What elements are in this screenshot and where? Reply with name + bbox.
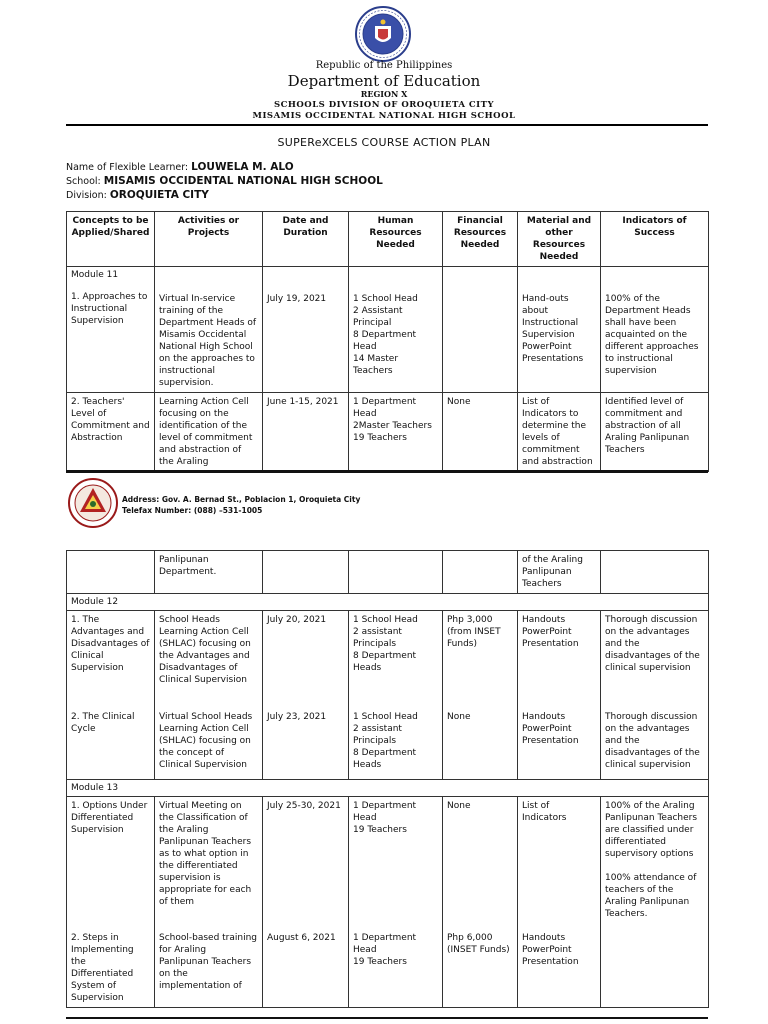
region-line: REGION X	[360, 89, 408, 99]
table-cell: July 20, 2021	[263, 611, 349, 708]
table-cell: School Heads Learning Action Cell (SHLAC) focusing on the Advantages and Disadvantages of Clinical Supervision	[155, 611, 263, 708]
table-cell: 1. Options Under Differentiated Supervision	[67, 797, 155, 929]
table-cell	[67, 551, 155, 594]
table-cell: None	[443, 393, 518, 472]
table-cell: 100% of the Araling Panlipunan Teachers are classified under differentiated supervisory options 100% attendance of teachers of the Araling Panlipunan Teachers.	[601, 797, 709, 929]
table-cell	[443, 267, 518, 393]
module-row	[67, 594, 709, 611]
table-row	[67, 393, 709, 472]
address-line: Address: Gov. A. Bernad St., Poblacion 1, Oroquieta City	[122, 495, 361, 504]
table-cell: List of Indicators	[518, 797, 601, 929]
table-cell: Php 3,000 (from INSET Funds)	[443, 611, 518, 708]
table-cell: 100% of the Department Heads shall have been acquainted on the different approaches to instructional supervision	[601, 267, 709, 393]
table-cell: Virtual School Heads Learning Action Cell (SHLAC) focusing on the concept of Clinical Supervision	[155, 708, 263, 780]
table-cell: June 1-15, 2021	[263, 393, 349, 472]
table-cell	[601, 929, 709, 1008]
table-cell: 1 Department Head 19 Teachers	[349, 797, 443, 929]
table-cell: 1 School Head 2 Assistant Principal 8 Department Head 14 Master Teachers	[349, 267, 443, 393]
action-plan-table-page1	[66, 211, 709, 472]
col-human: Human Resources Needed	[349, 212, 443, 267]
table-cell: 2. Teachers' Level of Commitment and Abstraction	[67, 393, 155, 472]
table-cell: 1 Department Head 2Master Teachers 19 Teachers	[349, 393, 443, 472]
col-date: Date and Duration	[263, 212, 349, 267]
table-cell: Virtual In-service training of the Department Heads of Misamis Occidental National High School on the approaches to instructional supervision.	[155, 267, 263, 393]
school-line: MISAMIS OCCIDENTAL NATIONAL HIGH SCHOOL	[252, 111, 516, 121]
table-cell: Hand-outs about Instructional Supervision PowerPoint Presentations	[518, 267, 601, 393]
table-row	[67, 551, 709, 594]
division-name: OROQUIETA CITY	[109, 189, 209, 201]
col-activities: Activities or Projects	[155, 212, 263, 267]
table-row	[67, 929, 709, 1008]
division-info-line: Division: OROQUIETA CITY	[66, 189, 209, 201]
table-cell: School-based training for Araling Panlipunan Teachers on the implementation of	[155, 929, 263, 1008]
table-cell: 2. The Clinical Cycle	[67, 708, 155, 780]
table-cell: Learning Action Cell focusing on the identification of the level of commitment and abstraction of the Araling	[155, 393, 263, 472]
table-cell: 1. The Advantages and Disadvantages of Clinical Supervision	[67, 611, 155, 708]
republic-line: Republic of the Philippines	[315, 60, 453, 71]
footer-rule	[66, 470, 708, 473]
table-cell: 1 School Head 2 assistant Principals 8 Department Heads	[349, 611, 443, 708]
department-name: Department of Education	[287, 72, 481, 90]
table-cell: July 19, 2021	[263, 267, 349, 393]
table-cell: July 25-30, 2021	[263, 797, 349, 929]
school-info-line: School: MISAMIS OCCIDENTAL NATIONAL HIGH SCHOOL	[66, 175, 383, 187]
table-cell: Handouts PowerPoint Presentation	[518, 611, 601, 708]
bottom-rule	[66, 1017, 708, 1019]
learner-name: LOUWELA M. ALO	[191, 161, 294, 173]
telefax-line: Telefax Number: (088) –531-1005	[122, 506, 263, 515]
table-cell	[263, 551, 349, 594]
module-label: Module 12	[67, 594, 709, 611]
table-cell: Virtual Meeting on the Classification of the Araling Panlipunan Teachers as to what option in the differentiated supervision is appropriate for each of them	[155, 797, 263, 929]
table-row	[67, 611, 709, 708]
table-cell: Php 6,000 (INSET Funds)	[443, 929, 518, 1008]
table-cell: Thorough discussion on the advantages and the disadvantages of the clinical supervision	[601, 611, 709, 708]
header-rule	[66, 124, 708, 126]
table-header-row	[67, 212, 709, 267]
learner-line: Name of Flexible Learner: LOUWELA M. ALO	[66, 161, 294, 173]
module-label: Module 13	[67, 780, 709, 797]
action-plan-table-page2	[66, 550, 709, 1008]
col-indicators: Indicators of Success	[601, 212, 709, 267]
table-cell: 2. Steps in Implementing the Differentiated System of Supervision	[67, 929, 155, 1008]
page-title: SUPEReXCELS COURSE ACTION PLAN	[277, 136, 491, 149]
table-cell: Thorough discussion on the advantages and the disadvantages of the clinical supervision	[601, 708, 709, 780]
col-material: Material and other Resources Needed	[518, 212, 601, 267]
table-row	[67, 797, 709, 929]
table-cell: August 6, 2021	[263, 929, 349, 1008]
module-row	[67, 780, 709, 797]
school-name: MISAMIS OCCIDENTAL NATIONAL HIGH SCHOOL	[103, 175, 383, 187]
module-label: Module 11 1. Approaches to Instructional Supervision	[67, 267, 155, 393]
col-financial: Financial Resources Needed	[443, 212, 518, 267]
division-line: SCHOOLS DIVISION OF OROQUIETA CITY	[273, 100, 495, 110]
table-cell: of the Araling Panlipunan Teachers	[518, 551, 601, 594]
table-cell	[443, 551, 518, 594]
table-row	[67, 708, 709, 780]
table-cell: July 23, 2021	[263, 708, 349, 780]
table-cell: None	[443, 708, 518, 780]
table-row	[67, 267, 709, 393]
deped-seal-logo	[355, 6, 411, 62]
table-cell: List of Indicators to determine the levels of commitment and abstraction	[518, 393, 601, 472]
table-cell: None	[443, 797, 518, 929]
table-cell: Handouts PowerPoint Presentation	[518, 708, 601, 780]
table-cell: Identified level of commitment and abstraction of all Araling Panlipunan Teachers	[601, 393, 709, 472]
table-cell: Panlipunan Department.	[155, 551, 263, 594]
table-cell: Handouts PowerPoint Presentation	[518, 929, 601, 1008]
table-cell	[349, 551, 443, 594]
school-logo	[68, 478, 118, 528]
table-cell: 1 Department Head 19 Teachers	[349, 929, 443, 1008]
col-concepts: Concepts to be Applied/Shared	[67, 212, 155, 267]
table-cell: 1 School Head 2 assistant Principals 8 Department Heads	[349, 708, 443, 780]
table-cell	[601, 551, 709, 594]
